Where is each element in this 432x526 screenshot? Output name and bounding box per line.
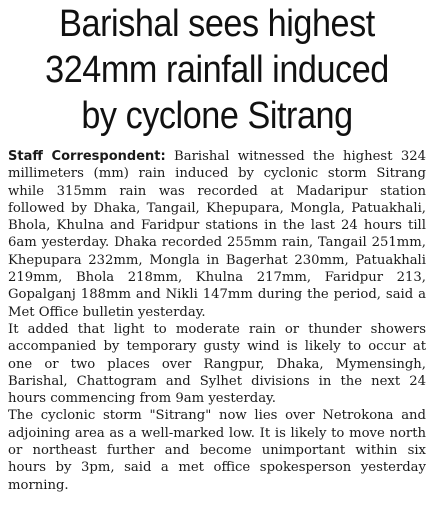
headline [29, 1, 405, 139]
article-body [8, 148, 426, 494]
paragraph-1-text: Barishal witnessed the highest 324 millimeters (mm) rain induced by cyclonic storm Sitrang while 315mm rain was recorded at Madaripur station followed by Dhaka, Tangail, Khepupara, Mongla, Patuakhali, Bhola, Khulna and Faridpur stations in the last 24 hours till 6am yesterday. Dhaka recorded 255mm rain, Tangail 251mm, Khepupara 232mm, Mongla in Bagerhat 230mm, Patuakhali 219mm, Bhola 218mm, Khulna 217mm, Faridpur 213, Gopalganj 188mm and Nikli 147mm during the period, said a Met Office bulletin yesterday. [8, 149, 427, 320]
headline-line-3: by cyclone Sitrang [81, 95, 353, 137]
paragraph-1 [8, 148, 426, 321]
paragraph-2: It added that light to moderate rain or thunder showers accompanied by temporary gusty wind is likely to occur at one or two places over Rangpur, Dhaka, Mymensingh, Barishal, Chattogram and Sylhet divisions in the next 24 hours commencing from 9am yesterday. [8, 321, 426, 407]
headline-line-1: Barishal sees highest [59, 3, 375, 45]
byline: Staff Correspondent: [8, 149, 166, 164]
paragraph-3: The cyclonic storm "Sitrang" now lies over Netrokona and adjoining area as a well-marked low. It is likely to move north or northeast further and become unimportant within six hours by 3pm, said a met office spokesperson yesterday morning. [8, 408, 426, 493]
headline-line-2: 324mm rainfall induced [45, 49, 389, 91]
